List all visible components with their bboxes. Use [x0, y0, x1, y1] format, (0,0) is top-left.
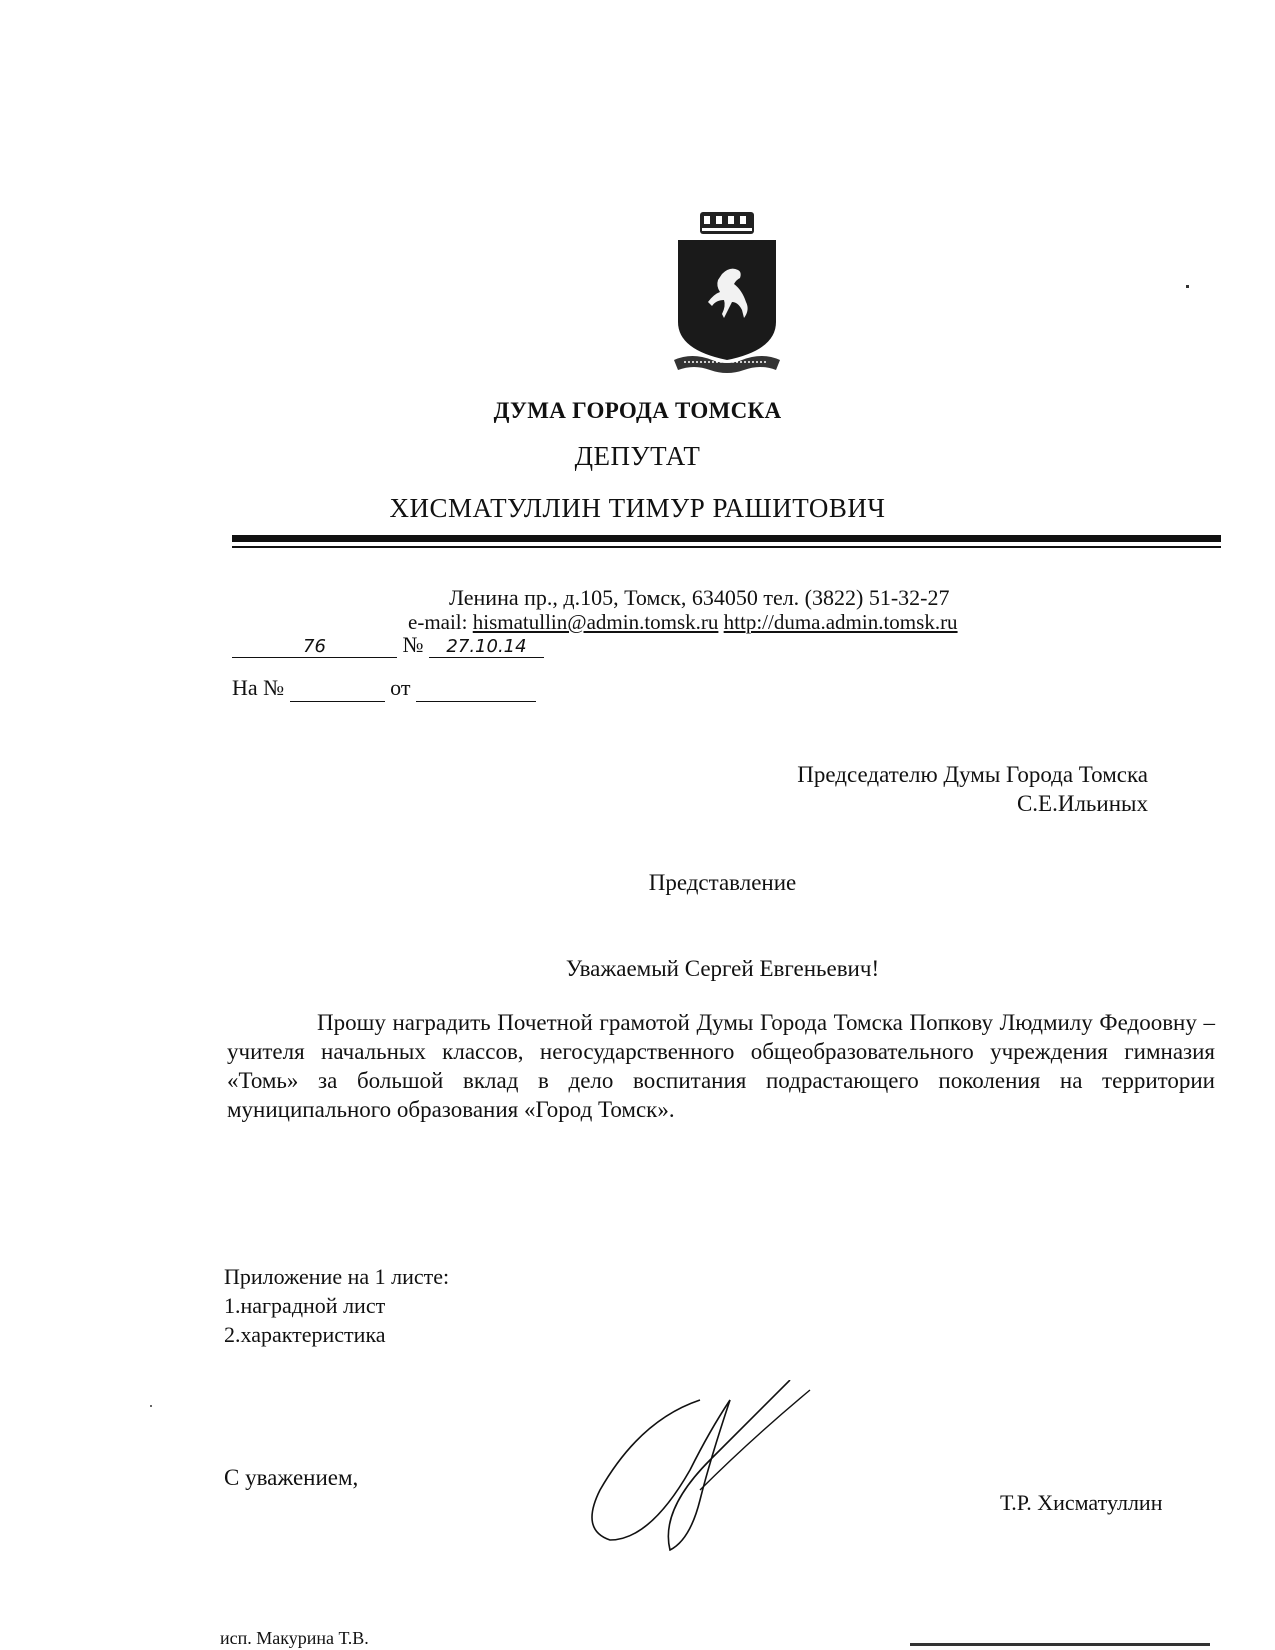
reply-number-blank [290, 675, 385, 702]
email-label: e-mail: [408, 610, 468, 634]
attachments-title: Приложение на 1 листе: [224, 1264, 450, 1289]
scan-edge-mark [910, 1643, 1210, 1646]
letterhead-divider-thick [232, 535, 1221, 542]
tomsk-coat-of-arms-emblem [672, 210, 782, 380]
outgoing-reference [232, 632, 544, 658]
from-label: от [390, 675, 411, 700]
salutation: Уважаемый Сергей Евгеньевич! [565, 956, 880, 981]
email-link[interactable]: hismatullin@admin.tomsk.ru [472, 610, 719, 634]
position-title: ДЕПУТАТ [574, 441, 701, 471]
deputy-name: ХИСМАТУЛЛИН ТИМУР РАШИТОВИЧ [389, 493, 886, 523]
attachment-item: 1.наградной лист [224, 1293, 386, 1318]
organization-name: ДУМА ГОРОДА ТОМСКА [493, 398, 782, 423]
addressee-line-2: С.Е.Ильиных [1016, 791, 1148, 816]
reply-reference [232, 675, 536, 702]
reply-label: На № [232, 675, 285, 700]
postal-address: Ленина пр., д.105, Томск, 634050 тел. (3822) 51-32-27 [449, 585, 950, 610]
addressee-block [748, 760, 1148, 818]
attachments-block [224, 1262, 449, 1349]
handwritten-signature [580, 1380, 840, 1560]
addressee-line-1: Председателю Думы Города Томска [797, 762, 1148, 787]
attachment-item: 2.характеристика [224, 1322, 386, 1347]
number-sign: № [402, 632, 424, 657]
reply-date-blank [416, 675, 536, 702]
executor-note: исп. Макурина Т.В. [220, 1628, 369, 1648]
scan-speck [1186, 285, 1189, 288]
scan-speck [150, 1405, 152, 1407]
outgoing-number: 76 [232, 636, 397, 658]
closing-regards: С уважением, [224, 1465, 359, 1490]
outgoing-date: 27.10.14 [429, 636, 544, 658]
signer-name: Т.Р. Хисматуллин [1000, 1490, 1163, 1515]
website-link[interactable]: http://duma.admin.tomsk.ru [723, 610, 958, 634]
document-title: Представление [648, 870, 797, 895]
body-paragraph: Прошу наградить Почетной грамотой Думы Города Томска Попкову Людмилу Федоовну – учителя начальных классов, негосударственного общеобразовательного учреждения гимназия «Томь» за большой вклад в дело воспитания подрастающего поколения на территории муниципального образования «Город Томск». [227, 1010, 1215, 1122]
letterhead-divider-thin [232, 546, 1221, 548]
